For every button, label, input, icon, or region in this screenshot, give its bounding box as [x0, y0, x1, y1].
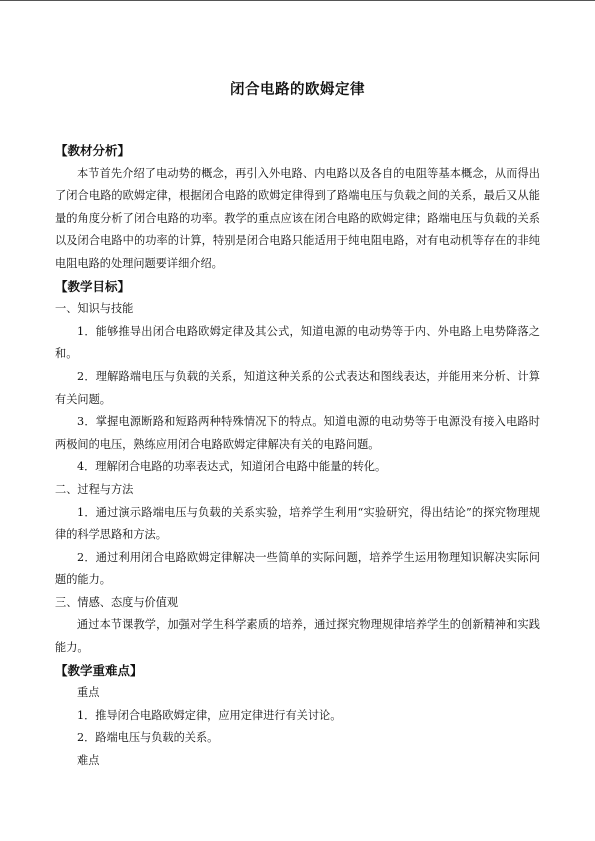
- analysis-paragraph: 本节首先介绍了电动势的概念，再引入外电路、内电路以及各自的电阻等基本概念，从而得出了闭合电路的欧姆定律，根据闭合电路的欧姆定律得到了路端电压与负载之间的关系，最后又从能量的角度分析了闭合电路的功率。教学的重点应该在闭合电路的欧姆定律；路端电压与负载的关系以及闭合电路中的功率的计算，特别是闭合电路只能适用于纯电阻电路，对有电动机等存在的非纯电阻电路的处理问题要详细介绍。: [55, 166, 540, 270]
- knowledge-item-4: 4．理解闭合电路的功率表达式，知道闭合电路中能量的转化。: [77, 460, 387, 474]
- page-top-rule: [0, 0, 595, 1]
- attitude-paragraph: 通过本节课教学，加强对学生科学素质的培养，通过探究物理规律培养学生的创新精神和实践能力。: [55, 618, 540, 655]
- focus-item-1: 1．推导闭合电路欧姆定律，应用定律进行有关讨论。: [77, 708, 342, 722]
- process-item-1: 1．通过演示路端电压与负载的关系实验，培养学生利用“实验研究，得出结论”的探究物理规律的科学思路和方法。: [55, 505, 540, 542]
- document-body: [55, 140, 540, 773]
- subheading-knowledge: 一、知识与技能: [55, 302, 134, 316]
- knowledge-item-2: 2．理解路端电压与负载的关系，知道这种关系的公式表达和图线表达，并能用来分析、计算有关问题。: [55, 369, 540, 406]
- document-title: 闭合电路的欧姆定律: [230, 82, 365, 98]
- knowledge-item-1: 1．能够推导出闭合电路欧姆定律及其公式，知道电源的电动势等于内、外电路上电势降落之和。: [55, 324, 540, 361]
- subheading-process: 二、过程与方法: [55, 482, 134, 496]
- difficulty-label: 难点: [77, 754, 100, 768]
- section-heading-keypoints: 【教学重难点】: [55, 662, 143, 678]
- knowledge-item-3: 3．掌握电源断路和短路两种特殊情况下的特点。知道电源的电动势等于电源没有接入电路时两极间的电压，熟练应用闭合电路欧姆定律解决有关的电路问题。: [55, 415, 540, 451]
- section-heading-analysis: 【教材分析】: [55, 143, 131, 158]
- subheading-attitude: 三、情感、态度与价值观: [55, 595, 179, 609]
- section-heading-goals: 【教学目标】: [55, 278, 131, 294]
- focus-item-2: 2．路端电压与负载的关系。: [77, 731, 219, 745]
- focus-label: 重点: [77, 686, 100, 700]
- process-item-2: 2．通过利用闭合电路欧姆定律解决一些简单的实际问题，培养学生运用物理知识解决实际问题的能力。: [55, 550, 540, 587]
